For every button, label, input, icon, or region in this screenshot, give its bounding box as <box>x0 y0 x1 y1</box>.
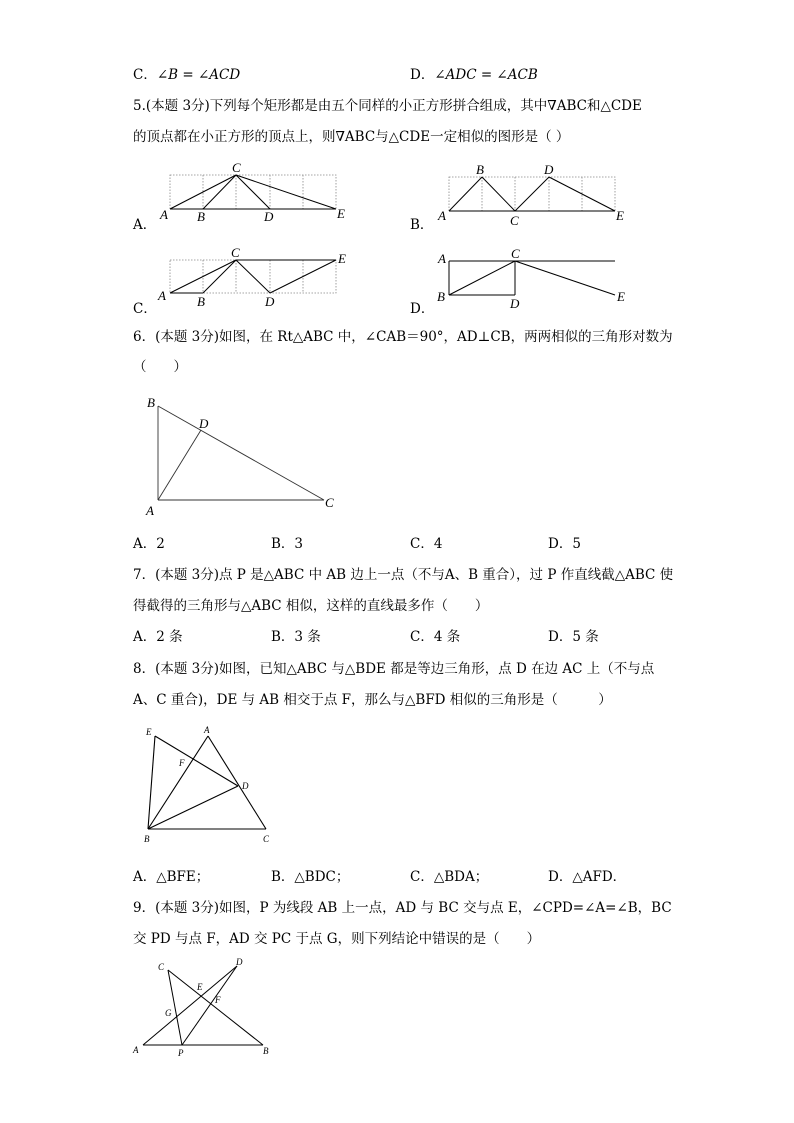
fig-a-label-b: B <box>197 209 205 224</box>
q9-label-f: F <box>215 995 221 1005</box>
q9-label-c: C <box>158 962 165 972</box>
q4-option-d-prefix: D． <box>410 67 435 83</box>
q9-stem-line1: 9．(本题 3分)如图，P 为线段 AB 上一点，AD 与 BC 交与点 E，∠CPD=∠A=∠B，BC <box>133 900 672 916</box>
q5-option-b-label: B． <box>410 217 434 233</box>
q8-label-e: E <box>146 727 152 737</box>
fig-c-label-b: B <box>197 294 205 309</box>
fig-c-label-e: E <box>338 251 346 266</box>
q9-label-a: A <box>133 1045 139 1055</box>
q8-label-c: C <box>263 834 270 844</box>
fig-c-label-a: A <box>158 288 166 303</box>
q4-option-c-prefix: C． <box>133 67 157 83</box>
fig-d-label-b: B <box>437 289 445 304</box>
q6-label-a: A <box>146 503 154 518</box>
q8-label-b: B <box>144 834 150 844</box>
q6-stem-line2: （ ） <box>133 359 187 375</box>
q6-label-c: C <box>325 495 334 510</box>
fig-a-label-c: C <box>232 160 241 175</box>
q9-stem-line2: 交 PD 与点 F，AD 交 PC 于点 G，则下列结论中错误的是（ ） <box>133 931 541 947</box>
q8-stem-line1: 8．(本题 3分)如图，已知△ABC 与△BDE 都是等边三角形，点 D 在边 AC 上（不与点 <box>133 661 655 677</box>
q8-option-c: C．△BDA； <box>410 869 489 885</box>
q7-stem-line2: 得截得的三角形与△ABC 相似，这样的直线最多作（ ） <box>133 598 489 614</box>
fig-b-label-e: E <box>616 208 624 223</box>
fig-d-label-c: C <box>511 246 520 261</box>
fig-b-label-d: D <box>544 162 554 177</box>
q7-option-d: D．5 条 <box>548 629 599 645</box>
q4-option-d-text: ∠ADC = ∠ACB <box>434 67 538 83</box>
fig-b-label-c: C <box>510 213 519 228</box>
q6-option-a: A．2 <box>133 536 165 552</box>
q7-stem-line1: 7．(本题 3分)点 P 是△ABC 中 AB 边上一点（不与A、B 重合），过 P 作直线截△ABC 使 <box>133 567 674 583</box>
fig-c-label-d: D <box>265 294 275 309</box>
q8-option-b: B．△BDC； <box>271 869 350 885</box>
q5-stem-line1: 5.(本题 3分)下列每个矩形都是由五个同样的小正方形拼合组成，其中∇ABC和△CDE <box>133 98 642 114</box>
fig-b-label-b: B <box>476 162 484 177</box>
q8-option-d: D．△AFD． <box>548 869 627 885</box>
q8-label-d: D <box>242 781 249 791</box>
fig-d-label-a: A <box>438 251 446 266</box>
q4-option-c <box>133 66 240 84</box>
fig-a-label-d: D <box>264 209 274 224</box>
fig-c-label-c: C <box>231 245 240 260</box>
q5-option-a-label: A． <box>133 217 157 233</box>
q9-label-b: B <box>263 1046 269 1056</box>
q9-label-d: D <box>236 957 243 967</box>
q5-stem-line2: 的顶点都在小正方形的顶点上，则∇ABC与△CDE一定相似的图形是（ ） <box>133 129 570 145</box>
q6-option-d: D．5 <box>548 536 581 552</box>
q8-stem-line2: A、C 重合)，DE 与 AB 相交于点 F，那么与△BFD 相似的三角形是（ ） <box>133 692 612 708</box>
fig-d-label-e: E <box>617 289 625 304</box>
q9-label-g: G <box>165 1008 172 1018</box>
q8-option-a: A．△BFE； <box>133 869 210 885</box>
fig-b-label-a: A <box>438 208 446 223</box>
q6-label-b: B <box>147 395 155 410</box>
fig-a-label-a: A <box>160 207 168 222</box>
q7-option-a: A．2 条 <box>133 629 183 645</box>
q7-option-b: B．3 条 <box>271 629 321 645</box>
q6-label-d: D <box>199 416 209 431</box>
q8-label-a: A <box>204 725 210 735</box>
q8-label-f: F <box>179 758 185 768</box>
q4-option-d <box>410 66 538 84</box>
q6-option-b: B．3 <box>271 536 304 552</box>
q9-label-p: P <box>178 1048 184 1058</box>
fig-a-label-e: E <box>337 206 345 221</box>
q9-label-e: E <box>197 982 203 992</box>
fig-d-label-d: D <box>510 296 520 311</box>
q5-option-c-label: C． <box>133 301 157 317</box>
q4-option-c-text: ∠B = ∠ACD <box>156 67 241 83</box>
q6-option-c: C．4 <box>410 536 443 552</box>
q7-option-c: C．4 条 <box>410 629 461 645</box>
q6-stem-line1: 6．(本题 3分)如图，在 Rt△ABC 中，∠CAB＝90°，AD⊥CB，两两相似的三角形对数为 <box>133 329 673 345</box>
q5-option-d-label: D． <box>410 301 435 317</box>
